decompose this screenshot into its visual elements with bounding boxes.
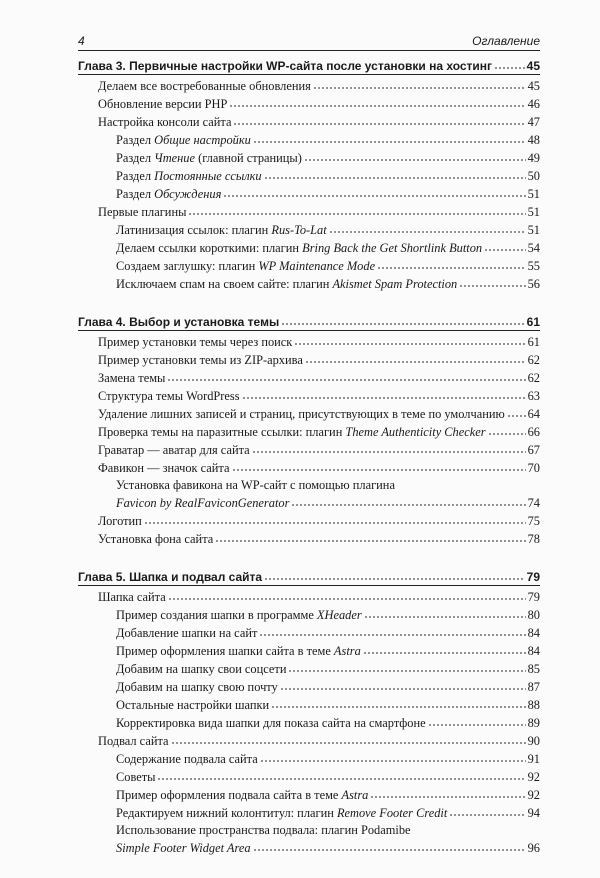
toc-entry xyxy=(78,131,540,149)
toc-entry-italic-text: Akismet Spam Protection xyxy=(332,277,458,291)
toc-entry-page-number: 49 xyxy=(527,151,540,165)
toc-entry-text: Исключаем спам на своем сайте: плагин xyxy=(116,277,333,291)
toc-entry xyxy=(78,732,540,750)
toc-entry xyxy=(78,839,540,857)
dot-leader xyxy=(363,644,526,655)
toc-entry-page-number: 47 xyxy=(527,115,540,129)
dot-leader xyxy=(294,335,525,346)
toc-entry-page-number: 92 xyxy=(527,788,540,802)
toc-entry-page-number: 48 xyxy=(527,133,540,147)
chapter-section xyxy=(78,569,540,857)
dot-leader xyxy=(168,590,526,601)
toc-entry xyxy=(78,678,540,696)
toc-entry-italic-text: Favicon by RealFaviconGenerator xyxy=(116,496,290,510)
toc-entry xyxy=(78,606,540,624)
toc-entry xyxy=(78,77,540,95)
toc-entry-text: Удаление лишних записей и страниц, присутствующих в теме по умолчанию xyxy=(98,407,505,421)
toc-entry-title xyxy=(98,369,165,387)
toc-entry-page-number: 70 xyxy=(527,461,540,475)
dot-leader xyxy=(229,97,525,108)
toc-entry-italic-text: Постоянные ссылки xyxy=(154,169,262,183)
toc-entry-title xyxy=(116,678,278,696)
toc-entry-italic-text: Remove Footer Credit xyxy=(336,806,448,820)
toc-entry-page-number: 90 xyxy=(527,734,540,748)
toc-entry-text: Добавление шапки на сайт xyxy=(116,626,258,640)
dot-leader xyxy=(484,241,525,252)
toc-entry-page-number: 56 xyxy=(527,277,540,291)
dot-leader xyxy=(260,752,526,763)
header-divider xyxy=(78,50,540,51)
toc-entry-page-number: 46 xyxy=(527,97,540,111)
chapter-heading xyxy=(78,58,540,75)
dot-leader xyxy=(494,59,525,70)
toc-entry-title xyxy=(116,167,262,185)
dot-leader xyxy=(459,277,525,288)
dot-leader xyxy=(157,770,525,781)
page-header xyxy=(78,34,540,50)
toc-entry-page-number: 62 xyxy=(527,353,540,367)
toc-entry-text: Содержание подвала сайта xyxy=(116,752,258,766)
toc-entry xyxy=(78,387,540,405)
chapter-section xyxy=(78,314,540,548)
toc-entry-page-number: 91 xyxy=(527,752,540,766)
toc-entry-title xyxy=(98,530,213,548)
dot-leader xyxy=(232,461,526,472)
dot-leader xyxy=(280,680,526,691)
toc-entry-title xyxy=(116,660,286,678)
toc-entry-page-number: 55 xyxy=(527,259,540,273)
toc-entry-text: Создаем заглушку: плагин xyxy=(116,259,259,273)
toc-entry-title xyxy=(98,333,292,351)
toc-entry-title xyxy=(116,131,251,149)
chapter-page-number: 79 xyxy=(526,570,540,584)
toc-entry-title xyxy=(116,839,251,857)
toc-entry-italic-text: Theme Authenticity Checker xyxy=(345,425,486,439)
toc-entry-page-number: 66 xyxy=(527,425,540,439)
toc-entry xyxy=(78,275,540,293)
toc-entry-page-number: 79 xyxy=(527,590,540,604)
toc-entry xyxy=(78,221,540,239)
toc-entry-page-number: 74 xyxy=(527,496,540,510)
dot-leader xyxy=(288,662,525,673)
toc-entry-title xyxy=(116,696,269,714)
toc-entry-title xyxy=(116,768,155,786)
toc-entry-title xyxy=(98,351,303,369)
toc-entry-title xyxy=(98,95,227,113)
toc-entry-page-number: 63 xyxy=(527,389,540,403)
dot-leader xyxy=(488,425,526,436)
dot-leader xyxy=(271,698,525,709)
dot-leader xyxy=(242,389,526,400)
dot-leader xyxy=(259,626,525,637)
dot-leader xyxy=(507,407,526,418)
toc-entry-italic-text: Astra xyxy=(341,788,369,802)
toc-entry-text: Граватар — аватар для сайта xyxy=(98,443,250,457)
toc-entry-title xyxy=(116,624,257,642)
toc-entry-title xyxy=(116,275,457,293)
toc-entry-italic-text: Общие настройки xyxy=(154,133,251,147)
toc-entry-title xyxy=(98,441,250,459)
chapter-title: Глава 4. Выбор и установка темы xyxy=(78,315,280,329)
toc-entry-text: Пример создания шапки в программе xyxy=(116,608,317,622)
running-title: Оглавление xyxy=(472,34,540,48)
toc-entry-title xyxy=(98,512,142,530)
chapter-heading xyxy=(78,314,540,331)
toc-entry-title xyxy=(98,588,166,606)
toc-entry-title xyxy=(116,714,426,732)
toc-entry-title xyxy=(98,423,486,441)
toc-entry-text: Пример установки темы через поиск xyxy=(98,335,293,349)
toc-entry-title xyxy=(98,459,230,477)
toc-entry-title xyxy=(98,113,231,131)
toc-entry-title xyxy=(116,494,289,512)
toc-entry-title xyxy=(116,804,447,822)
toc-entry-text: Пример оформления подвала сайта в теме xyxy=(116,788,342,802)
toc-entry-page-number: 87 xyxy=(527,680,540,694)
dot-leader xyxy=(449,806,525,817)
toc-entry-text: Добавим на шапку свою почту xyxy=(116,680,278,694)
toc-entry-page-number: 67 xyxy=(527,443,540,457)
toc-entry-italic-text: WP Maintenance Mode xyxy=(258,259,376,273)
toc-entry xyxy=(78,768,540,786)
toc-entry xyxy=(78,512,540,530)
dot-leader xyxy=(313,79,526,90)
dot-leader xyxy=(264,570,525,581)
dot-leader xyxy=(171,734,526,745)
toc-entry-page-number: 54 xyxy=(527,241,540,255)
toc-entry-page-number: 45 xyxy=(527,79,540,93)
toc-entry-text: Логотип xyxy=(98,514,142,528)
toc-entry-page-number: 75 xyxy=(527,514,540,528)
dot-leader xyxy=(364,608,526,619)
toc-entry-page-number: 51 xyxy=(527,223,540,237)
toc-entry xyxy=(78,113,540,131)
toc-entry-title xyxy=(116,606,362,624)
dot-leader xyxy=(377,259,526,270)
toc-entry-page-number: 92 xyxy=(527,770,540,784)
toc-entry-text: Структура темы WordPress xyxy=(98,389,240,403)
toc-entry-text: (главной страницы) xyxy=(194,151,302,165)
chapter-title: Глава 5. Шапка и подвал сайта xyxy=(78,570,263,584)
toc-entry xyxy=(78,494,540,512)
toc-entry xyxy=(78,333,540,351)
toc-entry-title xyxy=(116,257,375,275)
toc-entry xyxy=(78,624,540,642)
toc-entry-title xyxy=(116,221,327,239)
toc-entry-text: Раздел xyxy=(116,151,155,165)
toc-entry-text: Шапка сайта xyxy=(98,590,166,604)
toc-entry-text: Настройка консоли сайта xyxy=(98,115,232,129)
toc-entry xyxy=(78,257,540,275)
toc-entry-page-number: 84 xyxy=(527,644,540,658)
toc-entry-page-number: 85 xyxy=(527,662,540,676)
toc-entry xyxy=(78,750,540,768)
toc-entry-text: Установка фона сайта xyxy=(98,532,214,546)
dot-leader xyxy=(370,788,525,799)
toc-entry xyxy=(78,405,540,423)
toc-entry xyxy=(78,239,540,257)
toc-entry-title xyxy=(116,149,302,167)
dot-leader xyxy=(253,133,526,144)
toc-entry-page-number: 51 xyxy=(527,187,540,201)
toc-entry-page-number: 84 xyxy=(527,626,540,640)
toc-entry xyxy=(78,203,540,221)
toc-entry-page-number: 88 xyxy=(527,698,540,712)
toc-entry-text: Корректировка вида шапки для показа сайта на смартфоне xyxy=(116,716,426,730)
toc-entry-text: Латинизация ссылок: плагин xyxy=(116,223,272,237)
chapter-heading xyxy=(78,569,540,586)
toc-entry-line: Установка фавикона на WP-сайт с помощью плагина xyxy=(116,478,395,492)
toc-entry xyxy=(78,95,540,113)
toc-entry xyxy=(78,660,540,678)
toc-entry-page-number: 78 xyxy=(527,532,540,546)
toc-entry-title xyxy=(98,387,240,405)
toc-entry-italic-text: Astra xyxy=(333,644,361,658)
toc-entry-text: Фавикон — значок сайта xyxy=(98,461,230,475)
toc-entry-text: Делаем ссылки короткими: плагин xyxy=(116,241,303,255)
toc-entry-title xyxy=(116,239,482,257)
dot-leader xyxy=(304,151,526,162)
toc-entry-italic-text: Bring Back the Get Shortlink Button xyxy=(302,241,483,255)
dot-leader xyxy=(305,353,526,364)
toc-entry-page-number: 64 xyxy=(527,407,540,421)
chapter-section xyxy=(78,58,540,293)
toc-entry xyxy=(78,696,540,714)
toc-entry xyxy=(78,185,540,203)
toc-entry-text: Советы xyxy=(116,770,156,784)
toc-entry-text: Обновление версии PHP xyxy=(98,97,228,111)
table-of-contents xyxy=(78,58,540,878)
toc-entry xyxy=(78,588,540,606)
dot-leader xyxy=(428,716,526,727)
toc-entry-title xyxy=(116,750,258,768)
dot-leader xyxy=(291,496,525,507)
toc-entry xyxy=(78,642,540,660)
toc-entry-text: Подвал сайта xyxy=(98,734,169,748)
toc-entry xyxy=(78,530,540,548)
dot-leader xyxy=(188,205,525,216)
toc-entry-italic-text: Rus-To-Lat xyxy=(271,223,327,237)
dot-leader xyxy=(253,841,526,852)
toc-entry-page-number: 62 xyxy=(527,371,540,385)
chapter-title: Глава 3. Первичные настройки WP-сайта после установки на хостинг xyxy=(78,59,493,73)
dot-leader xyxy=(264,169,526,180)
dot-leader xyxy=(144,514,526,525)
toc-entry-line: Использование пространства подвала: плагин Podamibe xyxy=(116,823,411,837)
toc-entry-text: Первые плагины xyxy=(98,205,187,219)
toc-entry xyxy=(78,351,540,369)
toc-entry xyxy=(78,786,540,804)
toc-entry-text: Остальные настройки шапки xyxy=(116,698,270,712)
toc-entry-italic-text: Обсуждения xyxy=(154,187,222,201)
toc-entry xyxy=(78,149,540,167)
toc-entry-page-number: 51 xyxy=(527,205,540,219)
toc-entry-text: Раздел xyxy=(116,169,155,183)
toc-entry-page-number: 96 xyxy=(527,841,540,855)
dot-leader xyxy=(233,115,525,126)
toc-entry-title xyxy=(98,732,169,750)
toc-entry xyxy=(78,714,540,732)
dot-leader xyxy=(281,315,524,326)
dot-leader xyxy=(215,532,525,543)
dot-leader xyxy=(167,371,525,382)
toc-entry-italic-text: Чтение xyxy=(154,151,195,165)
page-number: 4 xyxy=(78,34,85,48)
dot-leader xyxy=(252,443,526,454)
toc-entry-text: Раздел xyxy=(116,187,155,201)
chapter-page-number: 45 xyxy=(526,59,540,73)
toc-entry xyxy=(78,459,540,477)
toc-entry-italic-text: XHeader xyxy=(316,608,362,622)
chapter-page-number: 61 xyxy=(526,315,540,329)
toc-entry-page-number: 61 xyxy=(527,335,540,349)
toc-entry xyxy=(78,441,540,459)
toc-entry xyxy=(78,804,540,822)
toc-entry-text: Делаем все востребованные обновления xyxy=(98,79,311,93)
toc-entry-page-number: 94 xyxy=(527,806,540,820)
toc-entry-page-number: 89 xyxy=(527,716,540,730)
toc-entry-title xyxy=(98,203,186,221)
toc-entry-text: Раздел xyxy=(116,133,155,147)
toc-entry xyxy=(78,167,540,185)
toc-entry-italic-text: Simple Footer Widget Area xyxy=(116,841,251,855)
toc-entry-text: Добавим на шапку свои соцсети xyxy=(116,662,287,676)
toc-entry-title xyxy=(98,405,505,423)
toc-entry-page-number: 50 xyxy=(527,169,540,183)
toc-entry-text: Пример оформления шапки сайта в теме xyxy=(116,644,334,658)
toc-entry-title xyxy=(116,185,221,203)
toc-entry-title xyxy=(116,786,368,804)
toc-entry-title xyxy=(98,77,311,95)
toc-entry-text: Замена темы xyxy=(98,371,166,385)
toc-entry xyxy=(78,369,540,387)
toc-entry-page-number: 80 xyxy=(527,608,540,622)
toc-entry-title xyxy=(116,642,361,660)
toc-entry-text: Проверка темы на паразитные ссылки: плагин xyxy=(98,425,346,439)
toc-entry xyxy=(78,423,540,441)
dot-leader xyxy=(223,187,525,198)
toc-entry-text: Редактируем нижний колонтитул: плагин xyxy=(116,806,337,820)
dot-leader xyxy=(329,223,526,234)
toc-entry-text: Пример установки темы из ZIP-архива xyxy=(98,353,303,367)
